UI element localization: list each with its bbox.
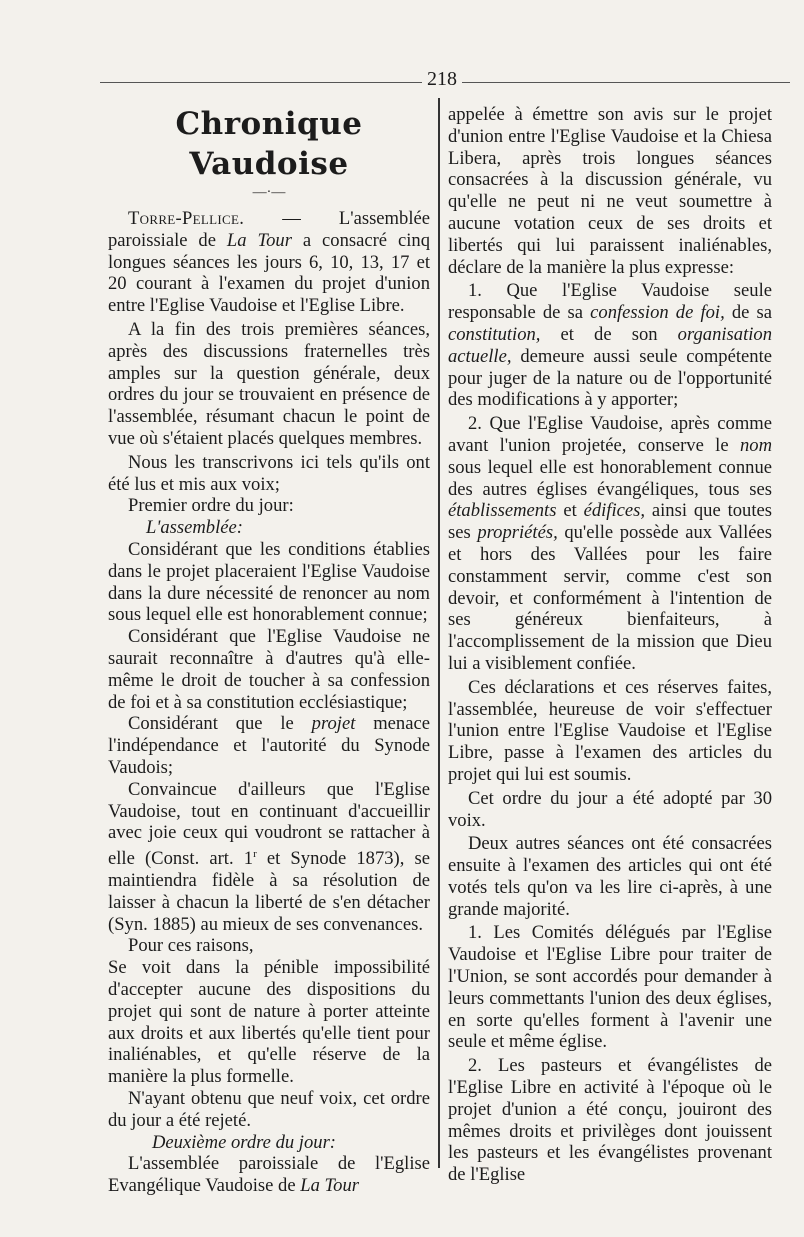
text-run: menace l'indépendance et l'autorité du Synode Vaudois; bbox=[108, 713, 430, 778]
impossibilite-paragraph: Se voit dans la pénible impossibilité d'accepter aucune des dispositions du projet qui sont de nature à porter atteinte aux droits et aux libertés qu'elle tient pour inaliénables, et qu'elle réserve de la manière la plus formelle. bbox=[108, 957, 430, 1088]
convaincue-paragraph bbox=[108, 779, 430, 936]
text-run: Convaincue d'ailleurs que l'Eglise Vaudoise, tout en continuant d'accueillir avec joie ceux qui voudront se rattacher à elle (Const. art. 1 bbox=[108, 778, 430, 870]
text-run: — L'assemblée paroissiale de bbox=[108, 208, 430, 251]
chronicle-title: Chronique Vaudoise bbox=[175, 106, 363, 182]
text-run: et bbox=[556, 500, 584, 522]
italic-run: propriétés, bbox=[477, 522, 558, 544]
italic-run: La Tour bbox=[300, 1175, 360, 1197]
text-run: qu'elle possède aux Vallées et hors des Vallées pour les faire constamment servir, comme c'est son devoir, et conformément à l'intention de ses généreux bienfaiteurs, à l'accomplissement de la mission que Dieu lui a visiblement confiée. bbox=[448, 522, 772, 674]
page-number: 218 bbox=[422, 68, 462, 91]
pour-ces-raisons: Pour ces raisons, bbox=[128, 935, 254, 957]
italic-run: édifices, bbox=[583, 500, 646, 522]
column-divider bbox=[438, 98, 440, 1168]
italic-run: projet bbox=[311, 713, 356, 735]
second-order-heading: Deuxième ordre du jour: bbox=[152, 1131, 336, 1153]
italic-run: confession de foi, bbox=[590, 302, 725, 324]
other-sessions-paragraph: Deux autres séances ont été consacrées ensuite à l'examen des articles qui ont été votés tels qu'on va les lire ci-après, à une grande majorité. bbox=[448, 833, 772, 920]
declarations-paragraph: Ces déclarations et ces réserves faites, l'assemblée, heureuse de voir s'effectuer l'union entre l'Eglise Vaudoise et l'Eglise Libre, passe à l'examen des articles du projet qui lui est soumis. bbox=[448, 676, 772, 785]
text-run: Considérant que le bbox=[128, 713, 312, 735]
italic-run: nom bbox=[739, 434, 772, 456]
text-run: 1. Que l'Eglise Vaudoise seule responsable de sa bbox=[448, 280, 772, 324]
paragraph-transcription: Nous les transcrivons ici tels qu'ils ont été lus et mis aux voix; bbox=[108, 451, 430, 495]
italic-run: La Tour bbox=[226, 229, 292, 251]
adoption-paragraph: Cet ordre du jour a été adopté par 30 voix. bbox=[448, 787, 772, 831]
text-run: ainsi que toutes ses bbox=[448, 500, 772, 544]
text-run: 2. Que l'Eglise Vaudoise, après comme avant l'union projetée, conserve le bbox=[448, 413, 772, 456]
superscript: r bbox=[253, 848, 257, 861]
italic-run: organisation actuelle, bbox=[448, 323, 772, 367]
paragraph-discussions: A la fin des trois premières séances, après des discussions fraternelles très amples sur la question générale, deux ordres du jour se trouvaient en présence de l'assemblée, résumant chacun le point de vue où s'étaient placés quelques membres. bbox=[108, 318, 430, 449]
article-two: 2. Les pasteurs et évangélistes de l'Eglise Libre en activité à l'époque où le projet d'union a été conçu, jouiront des mêmes droits et privilèges dont jouissent les pasteurs et les évangélistes provenant de l'Eglise bbox=[448, 1055, 772, 1186]
considerant-name: Considérant que les conditions établies dans le projet placeraient l'Eglise Vaudoise dans la dure nécessité de renoncer au nom sous lequel elle est honorablement connue; bbox=[108, 538, 430, 626]
left-column bbox=[108, 104, 430, 1197]
text-run: et de son bbox=[540, 323, 678, 345]
text-run: et Synode 1873), se maintiendra fidèle à sa résolution de laisser à chacun la liberté de s'en détacher (Syn. 1885) au mieux de ses convenances. bbox=[108, 848, 431, 935]
paragraph-torre-pellice bbox=[108, 208, 430, 317]
second-order-intro bbox=[108, 1153, 430, 1197]
rejection-paragraph: N'ayant obtenu que neuf voix, cet ordre du jour a été rejeté. bbox=[108, 1088, 430, 1131]
continuation-paragraph: appelée à émettre son avis sur le projet d'union entre l'Eglise Vaudoise et la Chiesa Libera, après trois longues séances consacrées à la discussion générale, vu qu'elle ne peut ni ne veut soumettre à aucune votation ceux de ses droits et libertés qui lui paraissent inaliénables, déclare de la manière la plus expresse: bbox=[448, 104, 772, 278]
italic-run: constitution, bbox=[448, 323, 541, 345]
considerant-confession: Considérant que l'Eglise Vaudoise ne saurait reconnaître à d'autres qu'à elle-même le droit de toucher à sa confession de foi et à sa constitution ecclésiastique; bbox=[108, 626, 430, 713]
text-run: sous lequel elle est honorablement connue des autres églises évangéliques, tous ses bbox=[448, 456, 772, 500]
first-order-heading: Premier ordre du jour: bbox=[128, 495, 294, 517]
assembly-heading: L'assemblée: bbox=[146, 517, 243, 539]
article-one: 1. Les Comités délégués par l'Eglise Vaudoise et l'Eglise Libre pour traiter de l'Union, se sont accordés pour demander à leurs commettants l'union des deux églises, en sorte qu'elles forment à l'avenir une seule et même église. bbox=[448, 922, 772, 1053]
italic-run: établissements bbox=[448, 500, 557, 522]
title-ornament: —·— bbox=[252, 185, 286, 200]
point-two bbox=[448, 413, 772, 675]
text-run: a consacré cinq longues séances les jours 6, 10, 13, 17 et 20 courant à l'examen du projet d'union entre l'Eglise Vaudoise et l'Eglise Libre. bbox=[108, 229, 430, 317]
place-name: Torre-Pellice. bbox=[128, 208, 245, 229]
text-run: demeure aussi seule compétente pour juger de la nature ou de l'opportunité des modifications à y apporter; bbox=[448, 345, 772, 411]
right-column bbox=[448, 104, 772, 1186]
text-run: de sa bbox=[724, 302, 773, 324]
considerant-projet bbox=[108, 713, 430, 778]
point-one bbox=[448, 280, 772, 411]
text-run: L'assemblée paroissiale de l'Eglise Evangélique Vaudoise de bbox=[108, 1153, 430, 1197]
